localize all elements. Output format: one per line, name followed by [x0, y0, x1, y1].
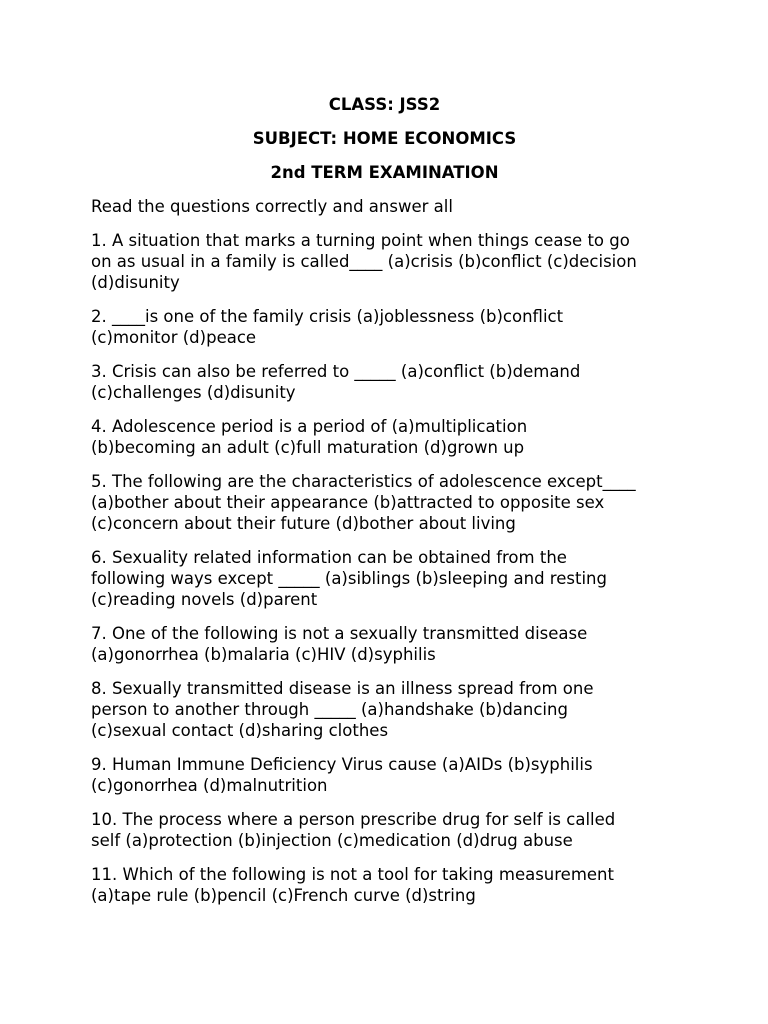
question-item: 1. A situation that marks a turning point when things cease to go on as usual in a family is called____ (a)crisis (b)conflict (c)decision (d)disunity — [91, 231, 637, 292]
exam-title: 2nd TERM EXAMINATION — [270, 163, 499, 182]
question-item: 4. Adolescence period is a period of (a)multiplication (b)becoming an adult (c)full maturation (d)grown up — [91, 417, 528, 457]
subject-heading: SUBJECT: HOME ECONOMICS — [252, 129, 517, 148]
question-item: 10. The process where a person prescribe drug for self is called self (a)protection (b)injection (c)medication (d)drug abuse — [91, 810, 616, 850]
question-item: 6. Sexuality related information can be obtained from the following ways except _____ (a)siblings (b)sleeping and resting (c)reading novels (d)parent — [91, 548, 607, 609]
exam-instruction: Read the questions correctly and answer all — [91, 197, 453, 216]
question-item: 3. Crisis can also be referred to _____ (a)conflict (b)demand (c)challenges (d)disunity — [91, 362, 581, 402]
question-item: 7. One of the following is not a sexually transmitted disease (a)gonorrhea (b)malaria (c)HIV (d)syphilis — [91, 624, 588, 664]
question-item: 8. Sexually transmitted disease is an illness spread from one person to another through _____ (a)handshake (b)dancing (c)sexual contact (d)sharing clothes — [91, 679, 594, 740]
question-item: 2. ____is one of the family crisis (a)joblessness (b)conflict (c)monitor (d)peace — [91, 307, 564, 347]
question-item: 11. Which of the following is not a tool for taking measurement (a)tape rule (b)pencil (c)French curve (d)string — [91, 865, 614, 905]
question-list — [91, 230, 688, 906]
question-item: 9. Human Immune Deficiency Virus cause (a)AIDs (b)syphilis (c)gonorrhea (d)malnutrition — [91, 755, 593, 795]
class-heading: CLASS: JSS2 — [328, 95, 441, 114]
question-item: 5. The following are the characteristics of adolescence except____ (a)bother about their appearance (b)attracted to opposite sex (c)concern about their future (d)bother about living — [91, 472, 636, 533]
